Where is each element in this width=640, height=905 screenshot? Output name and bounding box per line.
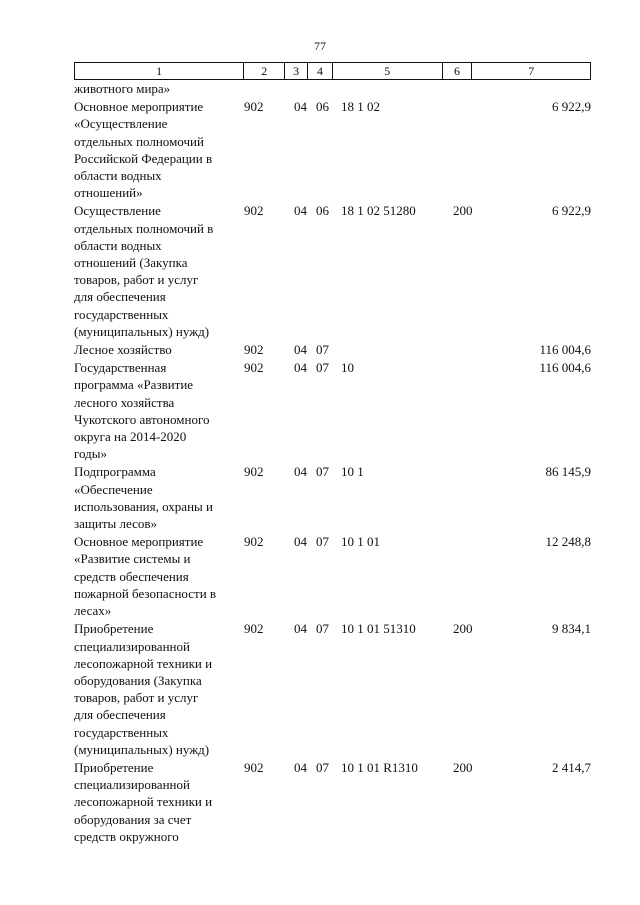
row-amount-cell: 6 922,9 — [552, 99, 591, 115]
header-col-4: 4 — [308, 63, 333, 79]
row-expense-type-cell: 200 — [453, 621, 473, 637]
row-amount-cell: 9 834,1 — [552, 621, 591, 637]
page-number: 77 — [314, 39, 326, 53]
row-name-cell: Приобретение специализированной лесопожарной техники и оборудования (Закупка товаров, работ и услуг для обеспечения государственных (муниципальных) нужд) — [74, 621, 213, 757]
table-row — [74, 620, 591, 758]
row-target-article-cell: 10 1 01 R1310 — [341, 759, 418, 775]
row-section-cell: 04 — [294, 203, 307, 219]
row-section-cell: 04 — [294, 534, 307, 550]
row-subsection-cell: 07 — [316, 621, 329, 637]
header-col-2: 2 — [244, 63, 285, 79]
row-target-article-cell: 10 1 01 — [341, 534, 380, 550]
row-name-cell: Основное мероприятие «Осуществление отдельных полномочий Российской Федерации в области водных отношений» — [74, 99, 213, 201]
table-row — [74, 202, 591, 340]
row-target-article-cell: 10 — [341, 360, 354, 376]
table-body — [74, 80, 591, 845]
row-ministry-cell: 902 — [244, 621, 264, 637]
row-target-article-cell: 10 1 01 51310 — [341, 621, 416, 637]
row-subsection-cell: 07 — [316, 342, 329, 358]
row-name-cell: Государственная программа «Развитие лесного хозяйства Чукотского автономного округа на 2014-2020 годы» — [74, 360, 210, 462]
table-row — [74, 533, 591, 619]
row-section-cell: 04 — [294, 342, 307, 358]
row-amount-cell: 12 248,8 — [545, 534, 591, 550]
row-ministry-cell: 902 — [244, 342, 264, 358]
row-section-cell: 04 — [294, 759, 307, 775]
table-row — [74, 463, 591, 532]
row-name-cell: Лесное хозяйство — [74, 342, 172, 358]
row-subsection-cell: 06 — [316, 203, 329, 219]
row-name-cell: Осуществление отдельных полномочий в области водных отношений (Закупка товаров, работ и услуг для обеспечения государственных (муниципальных) нужд) — [74, 203, 214, 339]
row-ministry-cell: 902 — [244, 464, 264, 480]
table-row — [74, 80, 591, 97]
table-row — [74, 341, 591, 358]
row-subsection-cell: 07 — [316, 534, 329, 550]
row-ministry-cell: 902 — [244, 203, 264, 219]
row-subsection-cell: 07 — [316, 464, 329, 480]
row-ministry-cell: 902 — [244, 759, 264, 775]
row-ministry-cell: 902 — [244, 99, 264, 115]
row-amount-cell: 86 145,9 — [545, 464, 591, 480]
row-amount-cell: 116 004,6 — [539, 360, 591, 376]
header-col-1: 1 — [75, 63, 244, 79]
row-amount-cell: 6 922,9 — [552, 203, 591, 219]
row-ministry-cell: 902 — [244, 360, 264, 376]
row-name-cell: Основное мероприятие «Развитие системы и средств обеспечения пожарной безопасности в лесах» — [74, 534, 217, 619]
row-name-cell: животного мира» — [74, 81, 171, 96]
row-subsection-cell: 07 — [316, 360, 329, 376]
table-row — [74, 359, 591, 462]
table-header — [74, 62, 591, 80]
row-amount-cell: 116 004,6 — [539, 342, 591, 358]
row-target-article-cell: 18 1 02 51280 — [341, 203, 416, 219]
header-col-6: 6 — [443, 63, 473, 79]
row-ministry-cell: 902 — [244, 534, 264, 550]
header-col-7: 7 — [528, 64, 535, 78]
row-name-cell: Подпрограмма «Обеспечение использования, охраны и защиты лесов» — [74, 464, 213, 532]
row-expense-type-cell: 200 — [453, 203, 473, 219]
row-section-cell: 04 — [294, 99, 307, 115]
row-expense-type-cell: 200 — [453, 759, 473, 775]
row-target-article-cell: 10 1 — [341, 464, 364, 480]
row-name-cell: Приобретение специализированной лесопожарной техники и оборудования за счет средств окружного — [74, 759, 213, 844]
table-row — [74, 759, 591, 845]
row-subsection-cell: 06 — [316, 99, 329, 115]
row-section-cell: 04 — [294, 621, 307, 637]
header-col-5: 5 — [333, 63, 443, 79]
row-subsection-cell: 07 — [316, 759, 329, 775]
row-section-cell: 04 — [294, 360, 307, 376]
header-col-3: 3 — [285, 63, 308, 79]
row-amount-cell: 2 414,7 — [552, 759, 591, 775]
row-target-article-cell: 18 1 02 — [341, 99, 380, 115]
table-row — [74, 98, 591, 201]
row-section-cell: 04 — [294, 464, 307, 480]
